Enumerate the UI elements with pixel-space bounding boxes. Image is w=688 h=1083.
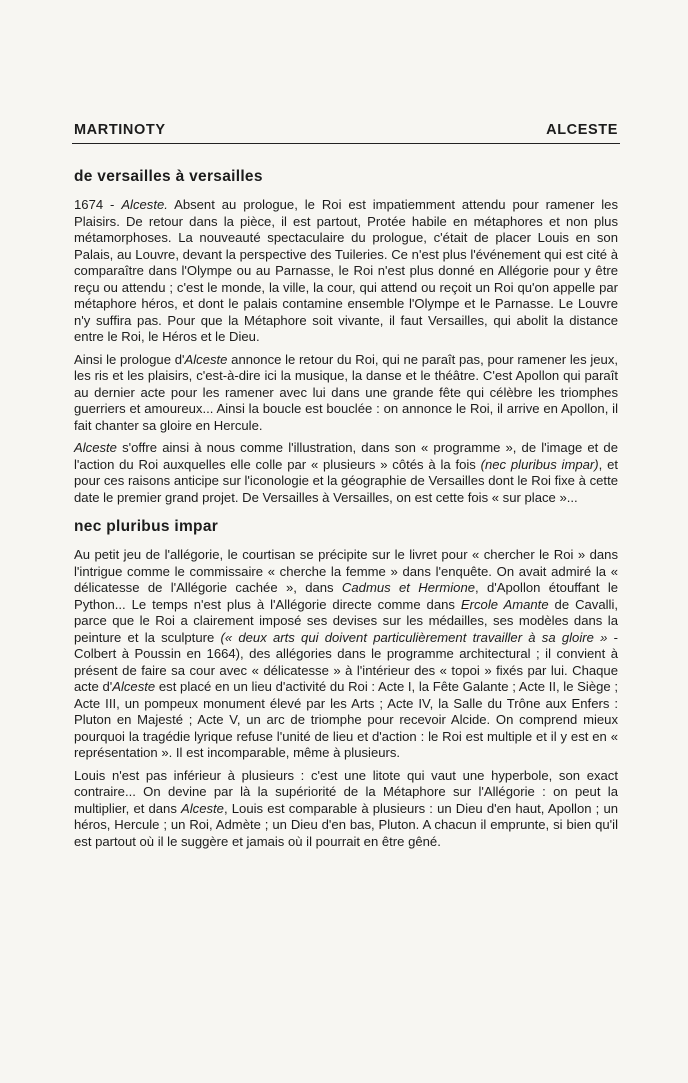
paragraph: Au petit jeu de l'allégorie, le courtisan se précipite sur le livret pour « chercher le Roi » dans l'intrigue comme le commissaire « cherche la femme » dans l'enquête. On avait admiré la « délicatesse de l'Allégorie cachée », dans Cadmus et Hermione, d'Apollon étouffant le Python... Le temps n'est plus à l'Allégorie directe comme dans Ercole Amante de Cavalli, parce que le Roi a clairement imposé ses devises sur les médailles, ses modèles dans la peinture et la sculpture (« deux arts qui doivent particulièrement travailler à sa gloire » - Colbert à Poussin en 1664), des allégories dans le programme architectural ; il convient à présent de faire sa cour avec « délicatesse » à l'intérieur des « topoi » fixés par lui. Chaque acte d'Alceste est placé en un lieu d'activité du Roi : Acte I, la Fête Galante ; Acte II, le Siège ; Acte III, un pompeux monument élevé par les Arts ; Acte IV, la Salle du Trône aux Enfers : Pluton en Majesté ; Acte V, un arc de triomphe pour recevoir Alcide. On comprend mieux pourquoi la tragédie lyrique refuse l'unité de lieu et d'action : le Roi est multiple et il y est en « représentation ». Il est incomparable, même à plusieurs. xyxy=(74,547,619,760)
section-de-versailles xyxy=(74,168,618,506)
section-nec-pluribus xyxy=(74,518,618,850)
italic-title: Alceste xyxy=(181,800,224,816)
italic-title: Alceste xyxy=(74,440,117,455)
paragraph: Alceste s'offre ainsi à nous comme l'illustration, dans son « programme », de l'image et de l'action du Roi auxquelles elle colle par « plusieurs » côtés à la fois (nec pluribus impar), et pour ces raisons anticipe sur l'iconologie et la géographie de Versailles dont le Roi fixe à cette date le premier grand projet. De Versailles à Versailles, on est cette fois « sur place »... xyxy=(74,440,618,505)
header-rule xyxy=(72,143,620,144)
article-body xyxy=(74,168,618,856)
paragraph: Louis n'est pas inférieur à plusieurs : c'est une litote qui vaut une hyperbole, son exact contraire... On devine par là la supériorité de la Métaphore sur l'Allégorie : on peut la multiplier, et dans Alceste, Louis est comparable à plusieurs : un Dieu d'en haut, Apollon ; un héros, Hercule ; un Roi, Admète ; un Dieu d'en bas, Pluton. A chacun il emprunte, si bien qu'il est partout où il le suggère et jamais où il pourrait en être gêné. xyxy=(74,767,619,849)
italic-title: (« deux arts qui doivent particulièrement travailler à sa gloire » xyxy=(220,629,608,645)
italic-title: Alceste xyxy=(112,679,156,694)
italic-title: Ercole Amante xyxy=(460,596,549,612)
header-title: ALCESTE xyxy=(546,122,618,138)
italic-title: Alceste. xyxy=(121,197,168,212)
section-heading: de versailles à versailles xyxy=(74,168,263,185)
date: 1674 xyxy=(74,197,104,212)
section-heading: nec pluribus impar xyxy=(74,518,219,535)
paragraph: Ainsi le prologue d'Alceste annonce le retour du Roi, qui ne paraît pas, pour ramener les jeux, les ris et les plaisirs, c'est-à-dire ici la musique, la danse et le théâtre. C'est Apollon qui paraît au dernier acte pour les ramener avec lui dans une grande fête qui célèbre les triomphes guerriers et amoureux... Ainsi la boucle est bouclée : on annonce le Roi, il arrive en Apollon, il fait chanter sa gloire en Hercule. xyxy=(74,351,619,433)
paragraph: 1674 - Alceste. Absent au prologue, le Roi est impatiemment attendu pour ramener les Plaisirs. De retour dans la pièce, il est partout, Protée habile en métaphores et non plus métamorphoses. La nouveauté spectaculaire du prologue, c'était de placer Louis en son Palais, au Louvre, devant la perspective des Tuileries. Ce n'est plus l'événement qui est cité à comparaître dans l'Olympe ou au Parnasse, le Roi n'est plus donné en Allégorie pour y être reçu ou attendu ; c'est le monde, la ville, la cour, qui attend ou reçoit un Roi qu'on appelle par métaphore héros, et dont le palais contamine ensemble l'Olympe et le Parnasse. Le Louvre n'y suffira pas. Pour que la Métaphore soit vivante, il faut Versailles, qui abolit la distance entre le Roi, le Héros et le Dieu. xyxy=(74,197,619,344)
header-author: MARTINOTY xyxy=(74,122,166,138)
italic-title: (nec pluribus impar) xyxy=(480,456,599,472)
italic-title: Cadmus et Hermione xyxy=(341,580,476,595)
italic-title: Alceste xyxy=(184,351,228,367)
running-header xyxy=(74,122,618,138)
